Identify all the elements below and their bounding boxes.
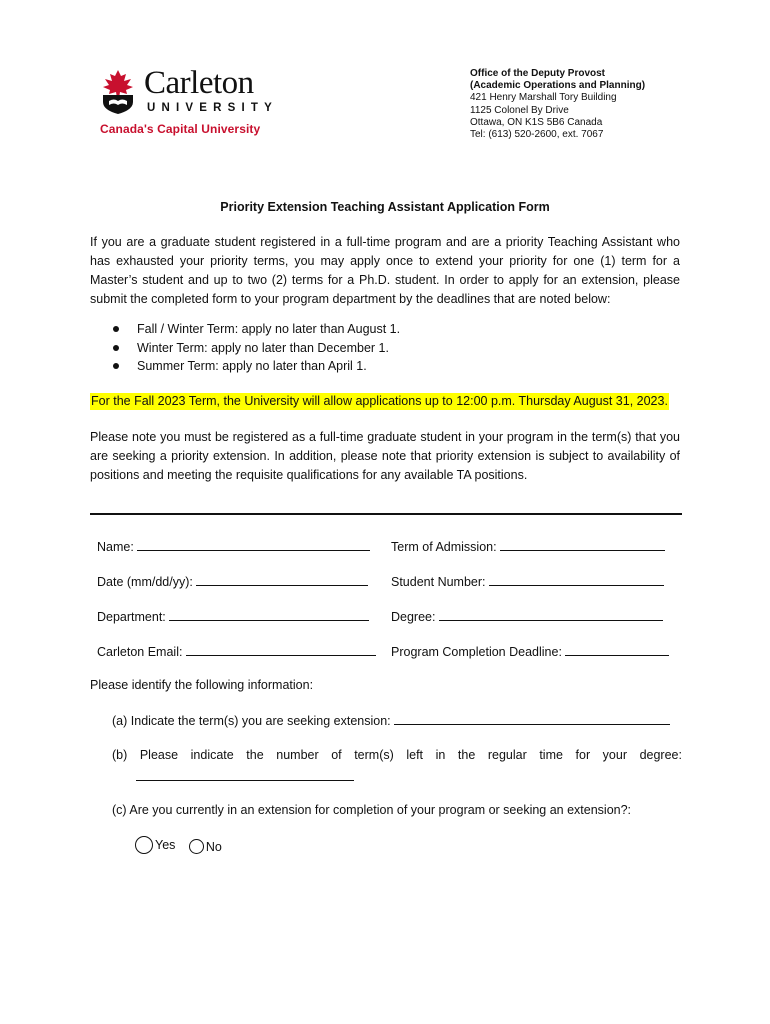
email-label: Carleton Email: xyxy=(97,645,183,659)
yes-option[interactable] xyxy=(135,836,175,854)
name-input-line[interactable] xyxy=(137,538,370,551)
question-b-text: (b) Please indicate the number of term(s) left in the regular time for your degree: xyxy=(112,748,682,762)
question-c-label: (c) xyxy=(112,803,127,817)
identify-prompt: Please identify the following information: xyxy=(90,678,314,692)
intro-paragraph: If you are a graduate student registered in a full-time program and are a priority Teaching Assistant who has exhausted your priority terms, you may apply once to extend your priority for one (1) term for a Master’s student and up to two (2) terms for a Ph.D. student. In order to apply for an extension, please submit the completed form to your program department by the deadlines that are noted below: xyxy=(90,235,680,306)
yes-radio[interactable] xyxy=(135,836,153,854)
registration-note: Please note you must be registered as a full-time graduate student in your program in the term(s) that you are seeking a priority extension. In addition, please note that priority extension is subject to availability of positions and meeting the requisite qualifications for any available TA positions. xyxy=(90,430,680,482)
no-radio[interactable] xyxy=(189,839,204,854)
office-building: 421 Henry Marshall Tory Building xyxy=(470,92,617,104)
name-label: Name: xyxy=(97,540,134,554)
logo-tagline: Canada's Capital University xyxy=(100,122,261,136)
department-input-line[interactable] xyxy=(169,608,369,621)
term-of-admission-label: Term of Admission: xyxy=(391,540,497,554)
deadline-item: Winter Term: apply no later than December 1. xyxy=(113,339,400,358)
deadline-item: Summer Term: apply no later than April 1. xyxy=(113,357,400,376)
office-name: Office of the Deputy Provost xyxy=(470,68,606,79)
office-phone: Tel: (613) 520-2600, ext. 7067 xyxy=(470,129,604,141)
department-label: Department: xyxy=(97,610,166,624)
student-number-input-line[interactable] xyxy=(489,573,664,586)
carleton-logo xyxy=(100,65,279,138)
office-street: 1125 Colonel By Drive xyxy=(470,104,569,116)
logo-subtitle: UNIVERSITY xyxy=(147,102,279,114)
email-input-line[interactable] xyxy=(186,643,376,656)
office-city: Ottawa, ON K1S 5B6 Canada xyxy=(470,116,603,128)
date-field[interactable] xyxy=(97,573,368,590)
bullet-icon xyxy=(113,363,119,369)
question-a xyxy=(112,712,670,731)
fall-2023-notice: For the Fall 2023 Term, the University will allow applications up to 12:00 p.m. Thursday August 31, 2023. xyxy=(91,394,668,408)
completion-deadline-input-line[interactable] xyxy=(565,643,669,656)
date-label: Date (mm/dd/yy): xyxy=(97,575,193,589)
office-address-block xyxy=(470,68,645,141)
email-field[interactable] xyxy=(97,643,376,660)
question-c xyxy=(112,801,631,820)
question-a-input-line[interactable] xyxy=(394,712,670,725)
deadline-list xyxy=(113,320,400,376)
maple-leaf-shield-icon xyxy=(100,68,136,114)
office-unit: (Academic Operations and Planning) xyxy=(470,80,646,92)
extension-radio-group xyxy=(135,836,232,857)
no-option[interactable] xyxy=(189,839,222,854)
section-divider xyxy=(90,513,682,515)
completion-deadline-label: Program Completion Deadline: xyxy=(391,645,562,659)
name-field[interactable] xyxy=(97,538,370,555)
question-b-input-line[interactable] xyxy=(136,768,354,781)
deadline-item: Fall / Winter Term: apply no later than August 1. xyxy=(113,320,400,339)
student-number-label: Student Number: xyxy=(391,575,486,589)
student-number-field[interactable] xyxy=(391,573,664,590)
logo-wordmark: Carleton xyxy=(144,65,254,101)
form-title: Priority Extension Teaching Assistant Application Form xyxy=(220,200,550,214)
degree-label: Degree: xyxy=(391,610,436,624)
completion-deadline-field[interactable] xyxy=(391,643,669,660)
bullet-icon xyxy=(113,326,119,332)
date-input-line[interactable] xyxy=(196,573,368,586)
yes-label: Yes xyxy=(155,838,176,852)
question-b xyxy=(112,746,682,787)
question-a-label: (a) xyxy=(112,714,128,728)
bullet-icon xyxy=(113,345,119,351)
degree-input-line[interactable] xyxy=(439,608,663,621)
term-of-admission-input-line[interactable] xyxy=(500,538,665,551)
department-field[interactable] xyxy=(97,608,369,625)
degree-field[interactable] xyxy=(391,608,663,625)
question-c-text: Are you currently in an extension for completion of your program or seeking an extension?: xyxy=(129,803,632,817)
term-of-admission-field[interactable] xyxy=(391,538,665,555)
question-a-text: Indicate the term(s) you are seeking extension: xyxy=(130,714,391,728)
no-label: No xyxy=(205,839,222,854)
